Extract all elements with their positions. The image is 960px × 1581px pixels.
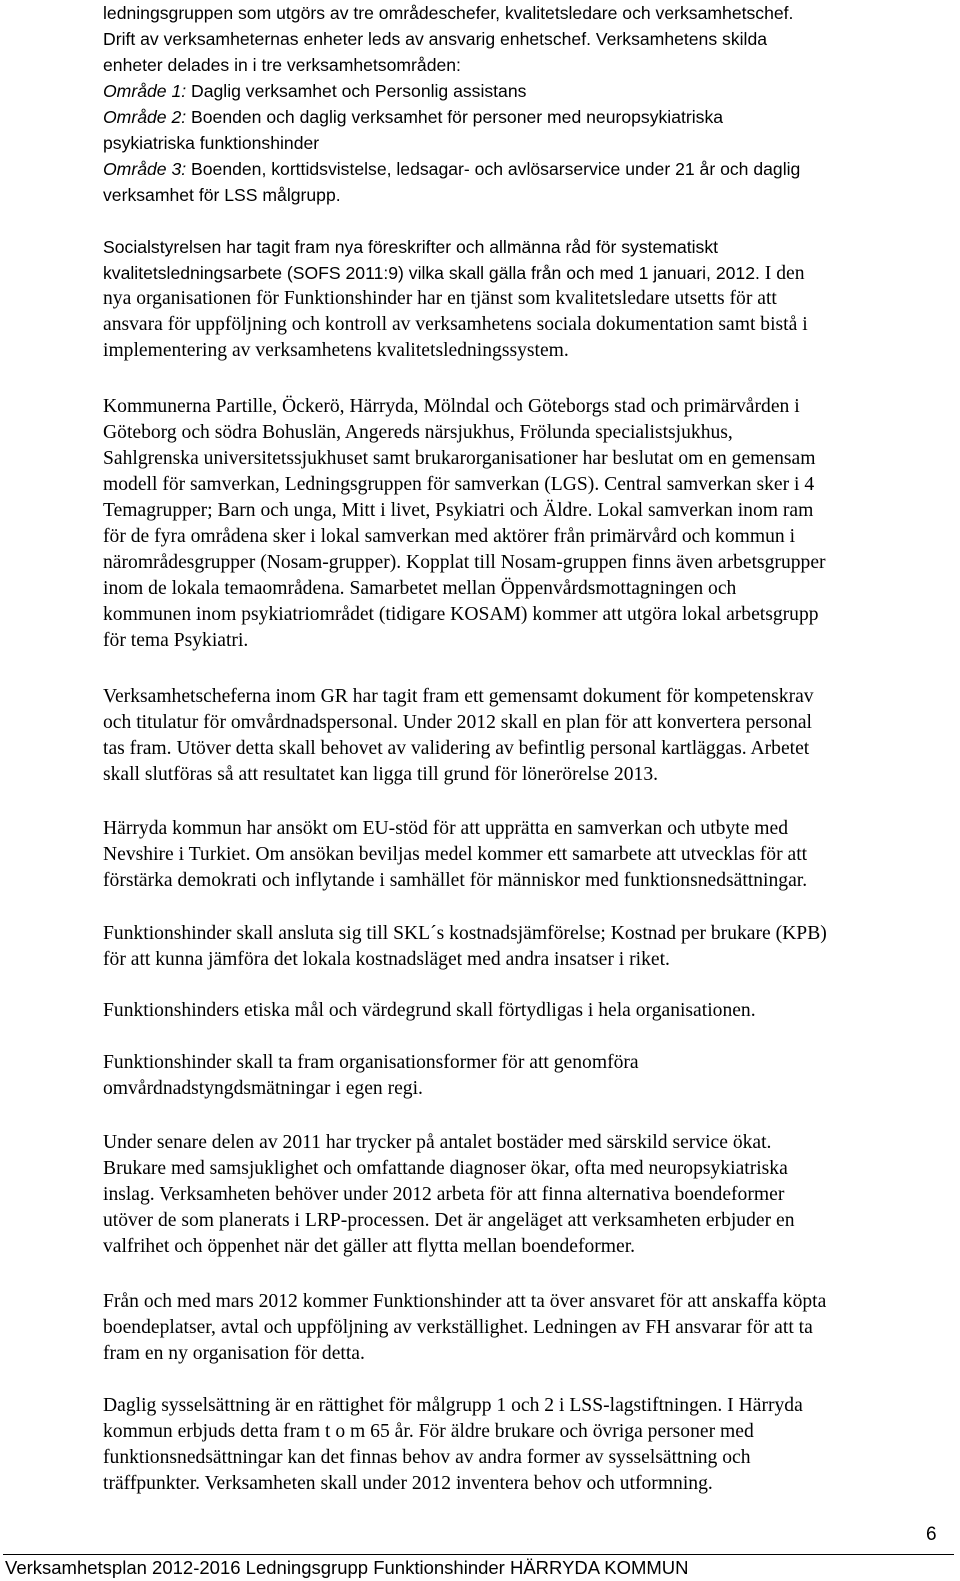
paragraph-bostader <box>103 1130 953 1260</box>
text-line: Daglig sysselsättning är en rättighet för målgrupp 1 och 2 i LSS-lagstiftningen. I Härryda <box>103 1395 803 1416</box>
paragraph-socialstyrelsen <box>103 234 953 364</box>
paragraph-skl <box>103 921 953 973</box>
area-line-3 <box>103 156 953 182</box>
text-line <box>103 260 953 286</box>
area-text: psykiatriska funktionshinder <box>103 133 320 153</box>
text-line: och titulatur för omvårdnadspersonal. Under 2012 skall en plan för att konvertera personal <box>103 712 812 733</box>
text-line: Verksamhetscheferna inom GR har tagit fram ett gemensamt dokument för kompetenskrav <box>103 686 814 707</box>
text-line: enheter delades in i tre verksamhetsområden: <box>103 55 461 75</box>
area-line-2 <box>103 104 953 130</box>
text-line: för att kunna jämföra det lokala kostnadsläget med andra insatser i riket. <box>103 949 670 970</box>
text-line: Göteborg och södra Bohuslän, Angereds närsjukhus, Frölunda specialistsjukhus, <box>103 422 733 443</box>
text-line: Nevshire i Turkiet. Om ansökan beviljas medel kommer ett samarbete att utvecklas för att <box>103 844 808 865</box>
text-line: inslag. Verksamheten behöver under 2012 arbeta för att finna alternativa boendeformer <box>103 1184 785 1205</box>
text-line: närområdesgrupper (Nosam-grupper). Kopplat till Nosam-gruppen finns även arbetsgrupper <box>103 552 826 573</box>
text-line: Drift av verksamheternas enheter leds av ansvarig enhetschef. Verksamhetens skilda <box>103 29 768 49</box>
page-footer <box>0 1524 960 1581</box>
text-line: Socialstyrelsen har tagit fram nya föreskrifter och allmänna råd för systematiskt <box>103 237 719 257</box>
text-line: implementering av verksamhetens kvalitetsledningssystem. <box>103 340 569 361</box>
paragraph-eu-stod <box>103 816 953 894</box>
text-line: för tema Psykiatri. <box>103 630 249 651</box>
text-line: ansvara för uppföljning och kontroll av verksamhetens sociala dokumentation samt bistå i <box>103 314 808 335</box>
text-line: Sahlgrenska universitetssjukhuset samt brukarorganisationer har beslutat om en gemensam <box>103 448 816 469</box>
text-line: kommun erbjuds detta fram t o m 65 år. För äldre brukare och övriga personer med <box>103 1421 754 1442</box>
paragraph-organisationsformer <box>103 1050 953 1102</box>
area-line-1 <box>103 78 953 104</box>
text-line: Funktionshinder skall ta fram organisationsformer för att genomföra <box>103 1052 639 1073</box>
text-line: skall slutföras så att resultatet kan ligga till grund för lönerörelse 2013. <box>103 764 659 785</box>
text-line: nya organisationen för Funktionshinder har en tjänst som kvalitetsledare utsetts för att <box>103 288 777 309</box>
footer-text: Verksamhetsplan 2012-2016 Ledningsgrupp Funktionshinder HÄRRYDA KOMMUN <box>5 1557 689 1578</box>
footer-divider <box>3 1554 954 1555</box>
text-line: funktionsnedsättningar kan det finnas behov av andra former av sysselsättning och <box>103 1447 751 1468</box>
text-line: Härryda kommun har ansökt om EU-stöd för att upprätta en samverkan och utbyte med <box>103 818 789 839</box>
text-line: fram en ny organisation för detta. <box>103 1343 365 1364</box>
page-number: 6 <box>926 1524 937 1545</box>
area-label: Område 3: <box>103 159 187 179</box>
text-line: boendeplatser, avtal och uppföljning av verkställighet. Ledningen av FH ansvarar för att ta <box>103 1317 813 1338</box>
area-text: Boenden, korttidsvistelse, ledsagar- och avlösarservice under 21 år och daglig <box>186 159 801 179</box>
text-line: träffpunkter. Verksamheten skall under 2012 inventera behov och utformning. <box>103 1473 713 1494</box>
area-label: Område 2: <box>103 107 187 127</box>
area-text: Boenden och daglig verksamhet för personer med neuropsykiatriska <box>186 107 724 127</box>
text-line: Funktionshinder skall ansluta sig till SKL´s kostnadsjämförelse; Kostnad per brukare (KPB) <box>103 923 827 944</box>
text-line: inom de lokala temaområdena. Samarbetet mellan Öppenvårdsmottagningen och <box>103 578 737 599</box>
area-text: Daglig verksamhet och Personlig assistans <box>186 81 527 101</box>
text-line: tas fram. Utöver detta skall behovet av validering av befintlig personal kartläggas. Arbetet <box>103 738 810 759</box>
text-line: utöver de som planerats i LRP-processen. Det är angeläget att verksamheten erbjuder en <box>103 1210 795 1231</box>
text-segment: I den <box>759 263 805 284</box>
paragraph-sysselsattning <box>103 1393 953 1497</box>
text-segment: kvalitetsledningsarbete (SOFS 2011:9) vilka skall gälla från och med 1 januari, 2012. <box>103 263 760 283</box>
text-line: ledningsgruppen som utgörs av tre områdeschefer, kvalitetsledare och verksamhetschef. <box>103 3 794 23</box>
intro-paragraph <box>103 0 953 208</box>
paragraph-verksamhetscheferna <box>103 684 953 788</box>
text-line: valfrihet och öppenhet när det gäller att flytta mellan boendeformer. <box>103 1236 636 1257</box>
area-line-2-cont <box>103 130 953 156</box>
text-line: omvårdnadstyngdsmätningar i egen regi. <box>103 1078 423 1099</box>
text-line: kommunen inom psykiatriområdet (tidigare KOSAM) kommer att utgöra lokal arbetsgrupp <box>103 604 819 625</box>
area-text: verksamhet för LSS målgrupp. <box>103 185 341 205</box>
text-line: Brukare med samsjuklighet och omfattande diagnoser ökar, ofta med neuropsykiatriska <box>103 1158 788 1179</box>
text-line: modell för samverkan, Ledningsgruppen för samverkan (LGS). Central samverkan sker i 4 <box>103 474 815 495</box>
text-line: förstärka demokrati och inflytande i samhället för människor med funktionsnedsättningar. <box>103 870 808 891</box>
text-line: Funktionshinders etiska mål och värdegrund skall förtydligas i hela organisationen. <box>103 1000 756 1021</box>
text-line: för de fyra områdena sker i lokal samverkan med aktörer från primärvård och kommun i <box>103 526 796 547</box>
text-line: Kommunerna Partille, Öckerö, Härryda, Mölndal och Göteborgs stad och primärvården i <box>103 396 800 417</box>
area-label: Område 1: <box>103 81 187 101</box>
paragraph-mars <box>103 1289 953 1367</box>
text-line: Under senare delen av 2011 har trycker på antalet bostäder med särskild service ökat. <box>103 1132 772 1153</box>
paragraph-etiska <box>103 998 953 1024</box>
text-line: Från och med mars 2012 kommer Funktionshinder att ta över ansvaret för att anskaffa köpta <box>103 1291 827 1312</box>
paragraph-kommunerna <box>103 394 953 654</box>
text-line: Temagrupper; Barn och unga, Mitt i livet, Psykiatri och Äldre. Lokal samverkan inom ram <box>103 500 814 521</box>
area-line-3-cont <box>103 182 953 208</box>
